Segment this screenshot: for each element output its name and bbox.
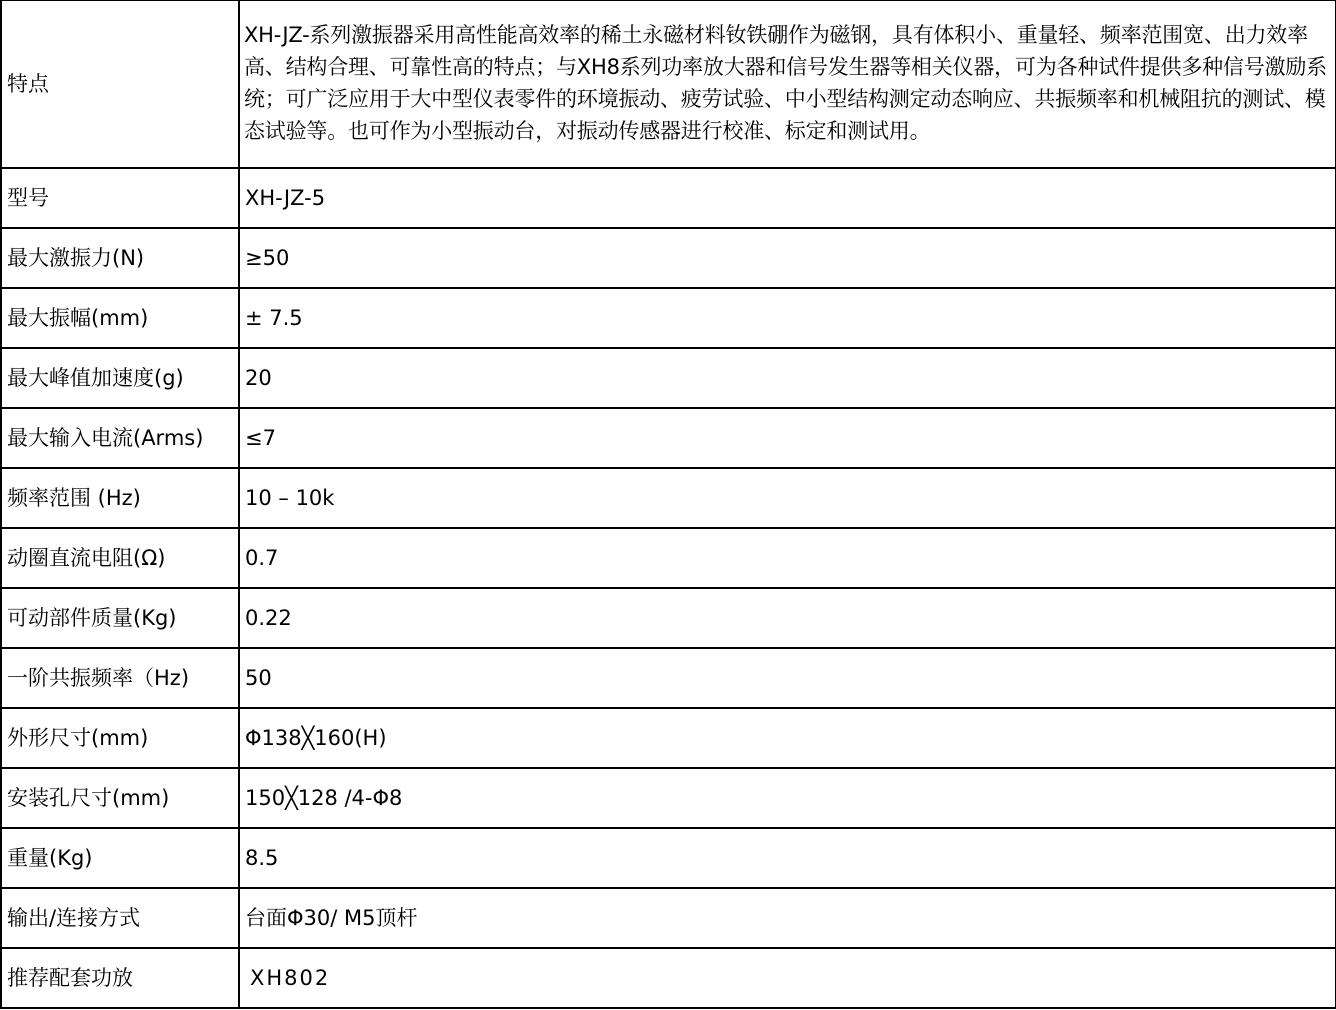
row-label: 最大振幅(mm) (1, 288, 239, 348)
table-row-recommended-amplifier (1, 948, 1336, 1008)
table-row-connection (1, 888, 1336, 948)
row-label: 重量(Kg) (1, 828, 239, 888)
row-value: XH802 (239, 948, 1336, 1008)
row-label: 推荐配套功放 (1, 948, 239, 1008)
table-row-features (1, 1, 1336, 168)
table-row-dimensions (1, 708, 1336, 768)
row-value: XH-JZ-系列激振器采用高性能高效率的稀土永磁材料钕铁硼作为磁钢，具有体积小、重量轻、频率范围宽、出力效率高、结构合理、可靠性高的特点；与XH8系列功率放大器和信号发生器等相关仪器，可为各种试件提供多种信号激励系统；可广泛应用于大中型仪表零件的环境振动、疲劳试验、中小型结构测定动态响应、共振频率和机械阻抗的测试、模态试验等。也可作为小型振动台，对振动传感器进行校准、标定和测试用。 (239, 1, 1336, 168)
row-label: 输出/连接方式 (1, 888, 239, 948)
row-label: 最大激振力(N) (1, 228, 239, 288)
row-value: 0.7 (239, 528, 1336, 588)
row-value: ± 7.5 (239, 288, 1336, 348)
row-label: 可动部件质量(Kg) (1, 588, 239, 648)
row-value: 0.22 (239, 588, 1336, 648)
row-value: 20 (239, 348, 1336, 408)
row-label: 频率范围 (Hz) (1, 468, 239, 528)
row-value: 10 – 10k (239, 468, 1336, 528)
table-row-weight (1, 828, 1336, 888)
table-row-mounting-holes (1, 768, 1336, 828)
table-row-frequency-range (1, 468, 1336, 528)
row-value: Φ138╳160(H) (239, 708, 1336, 768)
row-label: 特点 (1, 1, 239, 168)
table-row-coil-resistance (1, 528, 1336, 588)
row-value: 台面Φ30/ M5顶杆 (239, 888, 1336, 948)
table-row-max-force (1, 228, 1336, 288)
row-label: 型号 (1, 168, 239, 228)
row-label: 外形尺寸(mm) (1, 708, 239, 768)
row-value: ≤7 (239, 408, 1336, 468)
row-value: 50 (239, 648, 1336, 708)
table-row-resonance-frequency (1, 648, 1336, 708)
table-row-model (1, 168, 1336, 228)
row-label: 一阶共振频率（Hz) (1, 648, 239, 708)
row-value: 150╳128 /4-Φ8 (239, 768, 1336, 828)
table-row-max-amplitude (1, 288, 1336, 348)
table-row-max-current (1, 408, 1336, 468)
row-value: XH-JZ-5 (239, 168, 1336, 228)
row-label: 安装孔尺寸(mm) (1, 768, 239, 828)
row-value: ≥50 (239, 228, 1336, 288)
table-row-max-acceleration (1, 348, 1336, 408)
row-value: 8.5 (239, 828, 1336, 888)
row-label: 最大峰值加速度(g) (1, 348, 239, 408)
row-label: 动圈直流电阻(Ω) (1, 528, 239, 588)
table-row-moving-mass (1, 588, 1336, 648)
row-label: 最大输入电流(Arms) (1, 408, 239, 468)
